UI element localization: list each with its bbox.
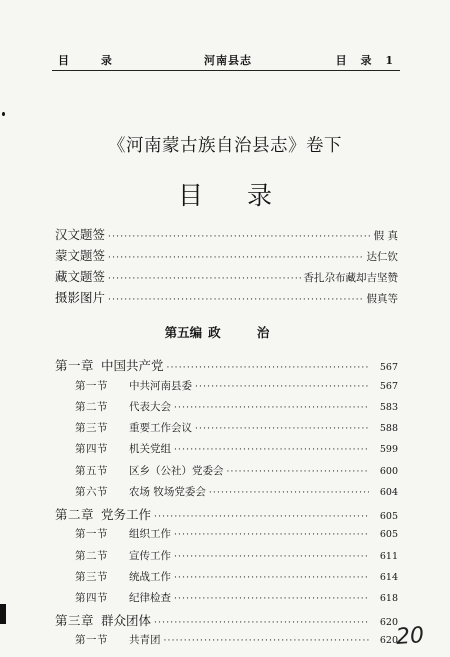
toc-number: 第二节 xyxy=(75,550,108,562)
toc-section xyxy=(75,569,398,584)
toc-number: 第一节 xyxy=(75,528,108,540)
toc-section xyxy=(75,526,398,541)
toc-section xyxy=(75,441,398,456)
toc-title: 党务工作 xyxy=(101,507,152,522)
toc-page: 567 xyxy=(379,381,398,392)
dot-leader xyxy=(174,552,369,562)
front-matter-label: 蒙文题签 xyxy=(55,248,106,263)
running-header-right: 目 录 1 xyxy=(335,54,398,67)
toc-section xyxy=(75,632,398,647)
toc-title: 农场 牧场党委会 xyxy=(129,486,206,498)
toc-title: 重要工作会议 xyxy=(129,422,192,434)
dot-leader xyxy=(227,467,370,477)
dot-leader xyxy=(174,573,369,583)
toc-title: 机关党组 xyxy=(129,443,171,455)
dot-leader xyxy=(209,488,369,498)
running-header-center: 河南县志 xyxy=(204,54,252,67)
toc-title: 组织工作 xyxy=(129,528,171,540)
toc-number: 第三章 xyxy=(55,613,95,628)
part-number: 第五编 xyxy=(164,325,203,340)
contents-title: 目 录 xyxy=(178,181,272,210)
dot-leader xyxy=(174,403,369,413)
toc-number: 第六节 xyxy=(75,486,108,498)
scan-edge-mark xyxy=(0,604,6,624)
toc-page: 604 xyxy=(379,487,398,498)
running-header xyxy=(58,52,398,68)
toc-title: 群众团体 xyxy=(101,613,152,628)
dot-leader xyxy=(195,382,369,392)
front-matter-label: 摄影图片 xyxy=(55,290,106,305)
part-heading xyxy=(0,323,450,341)
toc-section xyxy=(75,484,398,499)
toc-title: 区乡（公社）党委会 xyxy=(129,465,224,477)
toc-section xyxy=(75,378,398,393)
dot-leader xyxy=(108,232,371,242)
toc-section xyxy=(75,463,398,478)
toc-section xyxy=(75,590,398,605)
front-matter-item xyxy=(55,267,398,285)
toc-number: 第二节 xyxy=(75,401,108,413)
toc-section xyxy=(75,548,398,563)
front-matter-credit: 假真等 xyxy=(366,293,398,305)
toc-page: 614 xyxy=(379,572,398,583)
toc-title: 统战工作 xyxy=(129,571,171,583)
toc-number: 第四节 xyxy=(75,443,108,455)
toc-number: 第三节 xyxy=(75,422,108,434)
toc-page: 605 xyxy=(379,529,398,540)
dot-leader xyxy=(108,295,363,305)
toc-page: 583 xyxy=(379,402,398,413)
toc-page: 620 xyxy=(379,635,398,646)
dot-leader xyxy=(108,253,363,263)
front-matter-item xyxy=(55,225,398,243)
dot-leader xyxy=(108,274,300,284)
toc-number: 第一章 xyxy=(55,358,95,373)
front-matter-label: 汉文题签 xyxy=(55,227,106,242)
toc-title: 中国共产党 xyxy=(101,358,164,373)
toc-title: 中共河南县委 xyxy=(129,380,192,392)
front-matter-credit: 达仁钦 xyxy=(366,251,398,263)
toc-title: 纪律检查 xyxy=(129,592,171,604)
toc-page: 588 xyxy=(379,423,398,434)
dot-leader xyxy=(154,618,369,628)
dot-leader xyxy=(174,594,369,604)
toc-number: 第五节 xyxy=(75,465,108,477)
toc-page: 611 xyxy=(379,551,398,562)
scan-speck xyxy=(2,112,5,116)
dot-leader xyxy=(164,636,370,646)
handwritten-page-note: 20 xyxy=(395,623,425,650)
part-name: 政 治 xyxy=(208,325,286,340)
front-matter-label: 藏文题签 xyxy=(55,269,106,284)
front-matter-item xyxy=(55,288,398,306)
dot-leader xyxy=(195,424,369,434)
toc-page: 605 xyxy=(379,511,398,522)
toc-chapter xyxy=(55,611,398,629)
running-header-left: 目 录 xyxy=(58,54,126,67)
toc-page: 567 xyxy=(379,362,398,373)
toc-title: 宣传工作 xyxy=(129,550,171,562)
toc-number: 第一节 xyxy=(75,634,108,646)
dot-leader xyxy=(174,445,369,455)
toc-page: 620 xyxy=(379,617,398,628)
toc-number: 第四节 xyxy=(75,592,108,604)
toc-number: 第一节 xyxy=(75,380,108,392)
toc-page: 599 xyxy=(379,444,398,455)
book-title: 《河南蒙古族自治县志》卷下 xyxy=(108,136,342,156)
toc-number: 第三节 xyxy=(75,571,108,583)
front-matter-credit: 香扎尕布藏却吉坚赞 xyxy=(303,272,398,284)
toc-number: 第二章 xyxy=(55,507,95,522)
dot-leader xyxy=(167,363,369,373)
toc-page: 600 xyxy=(379,466,398,477)
toc-chapter xyxy=(55,356,398,374)
dot-leader xyxy=(174,530,369,540)
toc-page: 618 xyxy=(379,593,398,604)
front-matter-credit: 假 真 xyxy=(373,230,398,242)
toc-chapter xyxy=(55,505,398,523)
toc-section xyxy=(75,420,398,435)
front-matter-item xyxy=(55,246,398,264)
toc-section xyxy=(75,399,398,414)
dot-leader xyxy=(154,512,369,522)
header-rule xyxy=(52,70,400,71)
toc-title: 代表大会 xyxy=(129,401,171,413)
toc-title: 共青团 xyxy=(129,634,161,646)
